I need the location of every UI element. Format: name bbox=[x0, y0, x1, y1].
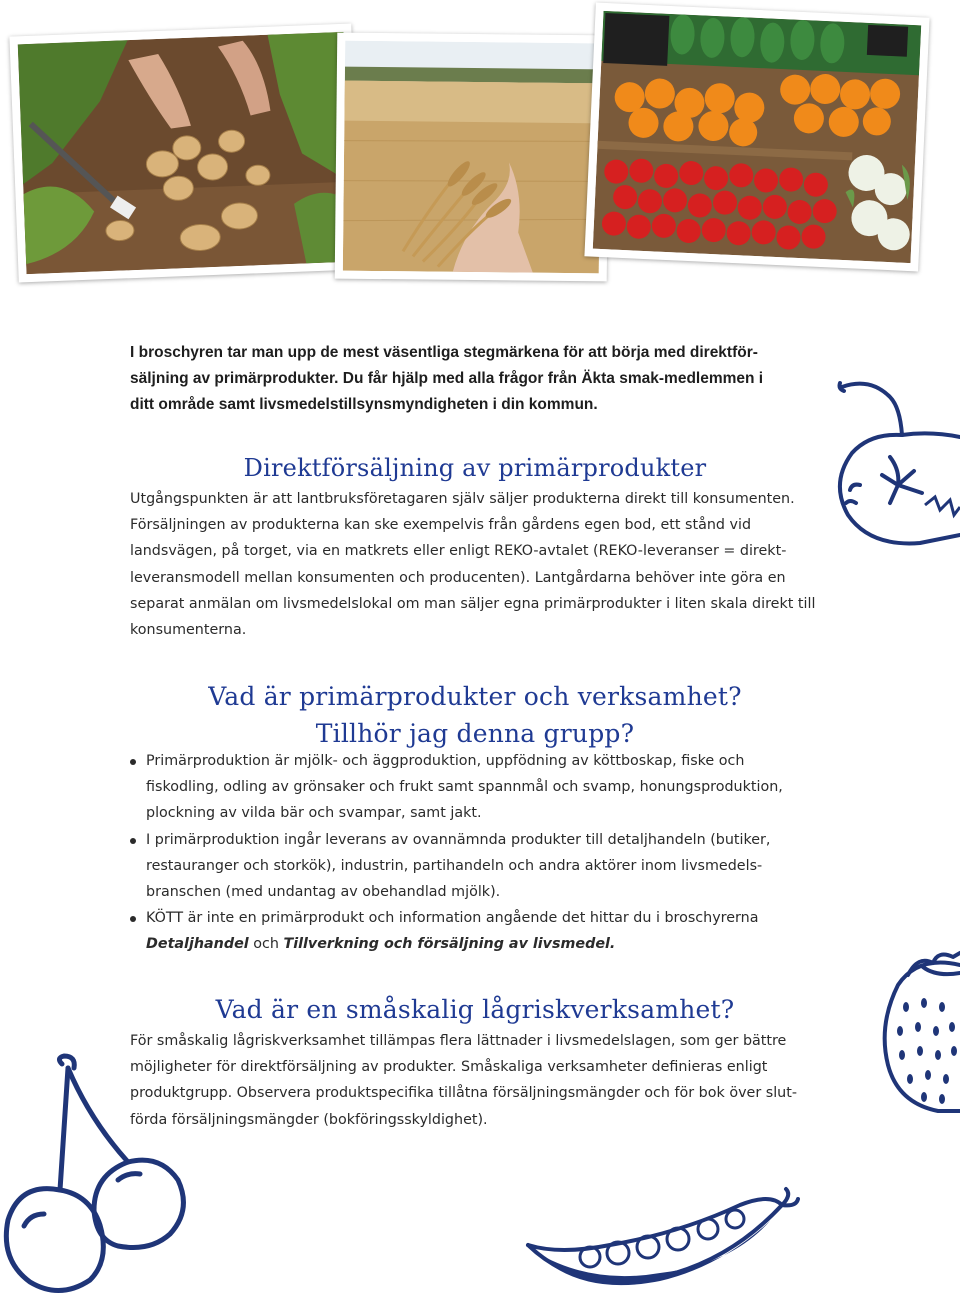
tomato-icon bbox=[830, 375, 960, 555]
section-heading-primary-products bbox=[130, 678, 820, 752]
bullet-icon bbox=[130, 916, 136, 922]
list-item bbox=[130, 905, 810, 957]
cherries-icon bbox=[0, 1050, 200, 1297]
strawberry-icon bbox=[878, 945, 960, 1115]
pea-pod-icon bbox=[520, 1185, 800, 1297]
section-heading-small-scale: Vad är en småskalig lågriskverksamhet? bbox=[215, 995, 735, 1024]
list-item-text-connector: och bbox=[248, 936, 284, 953]
brochure-title-manufacturing: Tillverkning och försäljning av livsmedel. bbox=[283, 936, 616, 953]
list-item bbox=[130, 827, 810, 906]
bullet-icon bbox=[130, 838, 136, 844]
list-item-text: Primärproduktion är mjölk- och äggproduktion, uppfödning av köttboskap, fiske och fiskodling, odling av grönsaker och frukt samt spannmål och svamp, honungsproduktion, plockning av vilda bär och svampar, samt jakt. bbox=[146, 753, 783, 822]
heading-line-1: Vad är primärprodukter och verksamhet? bbox=[208, 682, 742, 711]
potato-harvest-image bbox=[18, 32, 353, 274]
section-heading-direct-sales: Direktförsäljning av primärprodukter bbox=[243, 454, 707, 482]
intro-paragraph: I broschyren tar man upp de mest väsentliga stegmärkena för att börja med direktförsäljning av primärprodukter. Du får hjälp med alla frågor från Äkta smak-medlemmen i ditt område samt livsmedelstillsynsmyndigheten i din kommun. bbox=[130, 344, 764, 413]
bullet-icon bbox=[130, 759, 136, 765]
primary-products-list bbox=[130, 748, 810, 958]
market-vegetables-photo bbox=[584, 3, 929, 272]
list-item-text: KÖTT är inte en primärprodukt och information angående det hittar du i broschyrerna bbox=[146, 910, 759, 927]
potatoes-photo bbox=[9, 24, 360, 283]
brochure-title-retail: Detaljhandel bbox=[146, 936, 249, 953]
section-small-scale-text: För småskalig lågriskverksamhet tillämpas flera lättnader i livsmedelslagen, som ger bättre möjligheter för direktförsäljning av produkter. Småskaliga verksamheter definieras enligt produktgrupp. Observera produktspecifika tillåtna försäljningsmängder och för bok över slutförda försäljningsmängder (bokföringsskyldighet). bbox=[130, 1033, 798, 1128]
wheat-field-image bbox=[343, 41, 601, 274]
list-item-text: I primärproduktion ingår leverans av ovannämnda produkter till detaljhandeln (butiker, restauranger och storkök), industrin, partihandeln och andra aktörer inom livsmedelsbranschen (med undantag av obehandlad mjölk). bbox=[146, 831, 771, 901]
list-item bbox=[130, 748, 810, 827]
wheat-field-photo bbox=[335, 33, 610, 282]
tomato-crate-image bbox=[593, 11, 921, 263]
section-direct-sales-text: Utgångspunkten är att lantbruksföretagaren själv säljer produkterna direkt till konsumenten. Försäljningen av produkterna kan ske exempelvis från gårdens egen bod, ett stånd vid landsvägen, på torget, via en matkrets eller enligt REKO-avtalet (REKO-leveranser = direktleveransmodell mellan konsumenten och producenten). Lantgårdarna behöver inte göra en separat anmälan om livsmedelslokal om man säljer egna primärprodukter i liten skala direkt till konsumenterna. bbox=[130, 491, 816, 639]
heading-line-2: Tillhör jag denna grupp? bbox=[315, 719, 635, 748]
